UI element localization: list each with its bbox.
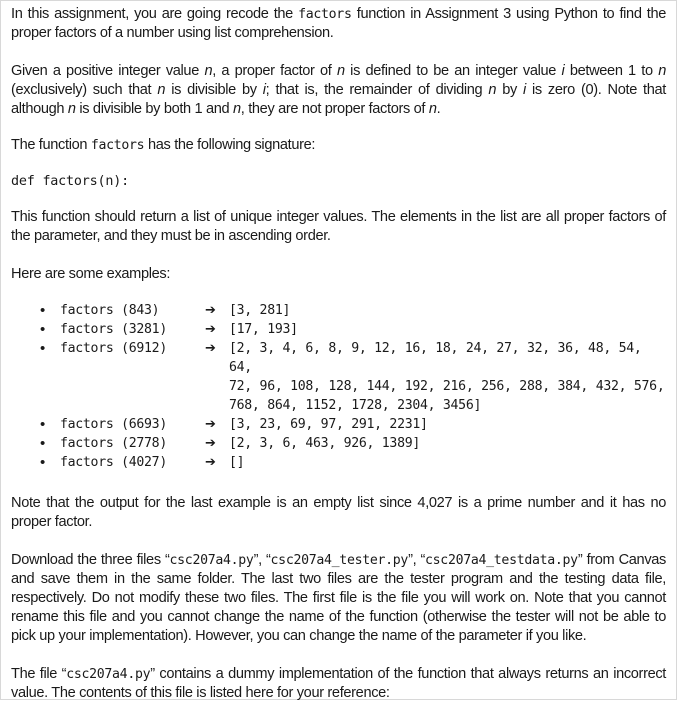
bullet-icon: • [40, 340, 45, 357]
return-description: This function should return a list of unique integer values. The elements in the list are all proper factors of the parameter, and they must be in ascending order. [11, 209, 666, 244]
signature-text-2: has the following signature: [144, 137, 316, 153]
right-arrow-icon: ➔ [205, 417, 216, 432]
example-item [11, 301, 666, 320]
definition-text: ; that is, the remainder of dividing [265, 82, 489, 98]
example-result: [17, 193] [229, 322, 298, 337]
bullet-icon: • [40, 321, 45, 338]
definition-text: Given a positive integer value [11, 63, 205, 79]
var-n: n [157, 82, 166, 98]
last-example-note: Note that the output for the last example is an empty list since 4,027 is a prime number and it has no proper factor. [11, 495, 666, 530]
example-call: factors (6912) [60, 341, 167, 356]
file-note-text: ” contains a dummy implementation of the function that always returns an incorrect value. The contents of this file is listed here for your reference: [11, 666, 666, 701]
var-n: n [67, 101, 76, 117]
example-item [11, 339, 666, 415]
example-result: [3, 281] [229, 303, 291, 318]
var-i: i [523, 82, 526, 98]
example-call: factors (6693) [60, 417, 167, 432]
right-arrow-icon: ➔ [205, 341, 216, 356]
signature-text: The function [11, 137, 91, 153]
filename: csc207a4_testdata.py [425, 553, 578, 568]
var-i: i [262, 82, 266, 98]
file-note-text: The file “ [11, 666, 67, 682]
examples-list-1 [11, 301, 666, 415]
example-result: [2, 3, 4, 6, 8, 9, 12, 16, 18, 24, 27, 32, 36, 48, 54, 64, 72, 96, 108, 128, 144, 192, 216, 256, 288, 384, 432, 576, 768, 864, 1152, 1728, 2304, 3456] [229, 341, 665, 413]
examples-intro: Here are some examples: [11, 266, 171, 282]
right-arrow-icon: ➔ [205, 303, 216, 318]
factors-code: factors [298, 7, 352, 22]
var-n: n [428, 101, 437, 117]
right-arrow-icon: ➔ [205, 322, 216, 337]
example-item [11, 415, 666, 434]
example-result: [3, 23, 69, 97, 291, 2231] [229, 417, 428, 432]
example-item [11, 434, 666, 453]
definition-text: by [496, 82, 524, 98]
bullet-icon: • [40, 435, 45, 452]
signature-intro [11, 136, 666, 155]
intro-text: In this assignment, you are going recode the [11, 6, 299, 22]
download-text: ”, “ [408, 552, 426, 568]
var-n: n [658, 63, 666, 79]
signature-code: def factors(n): [11, 174, 129, 189]
bullet-icon: • [40, 302, 45, 319]
var-n: n [233, 101, 241, 117]
definition-paragraph [11, 62, 666, 119]
var-n: n [488, 82, 497, 98]
definition-text: , they are not proper factors of [240, 101, 429, 117]
factors-code: factors [90, 138, 145, 153]
examples-list-2 [11, 415, 666, 472]
example-call: factors (843) [60, 303, 160, 318]
definition-text: (exclusively) such that [11, 82, 158, 98]
definition-text: is divisible by [165, 82, 263, 98]
download-text: Download the three files “ [11, 552, 170, 568]
example-item [11, 320, 666, 339]
right-arrow-icon: ➔ [205, 455, 216, 470]
definition-text: is zero (0). Note that although [11, 82, 667, 117]
definition-text: . [436, 101, 441, 117]
var-n: n [336, 63, 345, 79]
var-i: i [561, 63, 565, 79]
download-text: ”, “ [253, 552, 271, 568]
example-call: factors (4027) [60, 455, 167, 470]
example-item [11, 453, 666, 472]
intro-paragraph [11, 5, 666, 43]
filename: csc207a4_tester.py [270, 553, 409, 568]
file-note-paragraph [11, 665, 666, 703]
bullet-icon: • [40, 416, 45, 433]
intro-text-2: function in Assignment 3 using Python to find the proper factors of a number using list comprehension. [11, 6, 666, 41]
var-n: n [204, 63, 213, 79]
example-call: factors (2778) [60, 436, 167, 451]
document-content [11, 5, 666, 703]
right-arrow-icon: ➔ [205, 436, 216, 451]
definition-text: between 1 to [564, 63, 659, 79]
definition-text: is defined to be an integer value [344, 63, 562, 79]
bullet-icon: • [40, 454, 45, 471]
example-result: [2, 3, 6, 463, 926, 1389] [229, 436, 420, 451]
example-result: [] [229, 455, 245, 470]
filename: csc207a4.py [66, 667, 151, 682]
download-paragraph [11, 551, 666, 646]
definition-text: , a proper factor of [212, 63, 337, 79]
download-text: ” from Canvas and save them in the same folder. The last two files are the tester program and the testing data file, respectively. Do not modify these two files. The first file is the file you will work on. Note that you cannot rename this file and you cannot change the name of the function (otherwise the tester will not be able to pick up your implementation). However, you can change the name of the parameter if you like. [11, 552, 666, 644]
filename: csc207a4.py [169, 553, 254, 568]
definition-text: is divisible by both 1 and [75, 101, 234, 117]
example-call: factors (3281) [60, 322, 167, 337]
